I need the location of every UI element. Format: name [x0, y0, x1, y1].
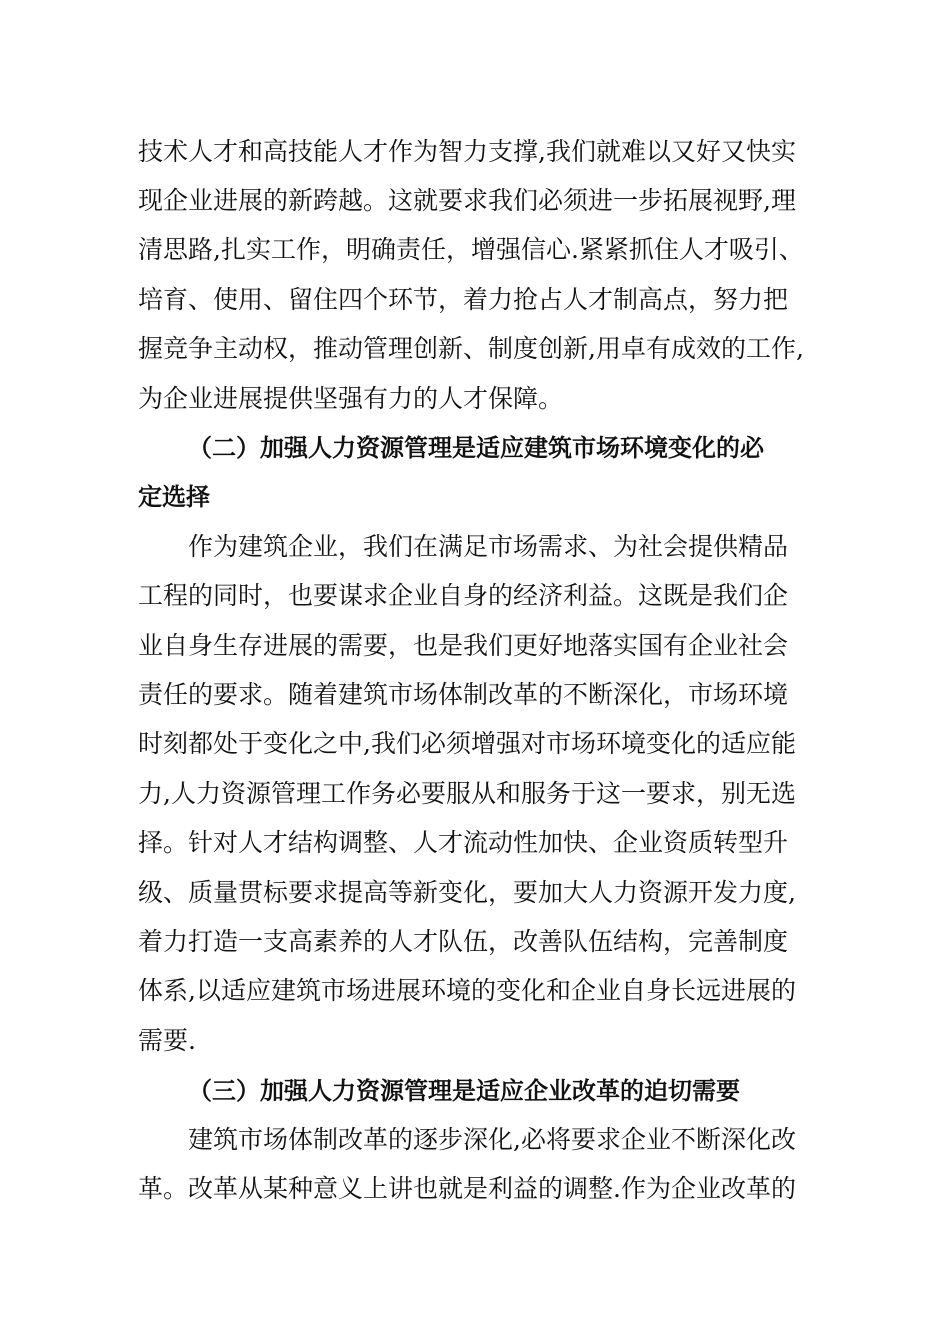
- paragraph-3-line-2: 革。改革从某种意义上讲也就是利益的调整.作为企业改革的: [138, 1174, 796, 1203]
- section-heading-2-line-1: （二）加强人力资源管理是适应建筑市场环境变化的必: [188, 434, 764, 462]
- paragraph-1-line-3: 清思路,扎实工作，明确责任，增强信心.紧紧抓住人才吸引、: [138, 235, 804, 264]
- section-heading-2-line-2: 定选择: [138, 483, 210, 511]
- paragraph-2-line-4: 责任的要求。随着建筑市场体制改革的不断深化，市场环境: [138, 680, 789, 709]
- paragraph-2-line-1: 作为建筑企业，我们在满足市场需求、为社会提供精品: [188, 532, 789, 561]
- paragraph-2-line-2: 工程的同时，也要谋求企业自身的经济利益。这既是我们企: [138, 581, 789, 610]
- paragraph-1-line-1: 技术人才和高技能人才作为智力支撑,我们就难以又好又快实: [138, 137, 796, 166]
- paragraph-2-line-3: 业自身生存进展的需要，也是我们更好地落实国有企业社会: [138, 631, 789, 660]
- paragraph-3-line-1: 建筑市场体制改革的逐步深化,必将要求企业不断深化改: [188, 1125, 796, 1154]
- section-heading-3: （三）加强人力资源管理是适应企业改革的迫切需要: [188, 1077, 740, 1105]
- paragraph-1-line-2: 现企业进展的新跨越。这就要求我们必须进一步拓展视野,理: [138, 186, 796, 215]
- paragraph-2-line-11: 需要.: [138, 1026, 196, 1055]
- paragraph-2-line-6: 力,人力资源管理工作务必要服从和服务于这一要求，别无选: [138, 779, 796, 808]
- paragraph-2-line-9: 着力打造一支高素养的人才队伍，改善队伍结构，完善制度: [138, 927, 789, 956]
- paragraph-1-line-6: 为企业进展提供坚强有力的人才保障。: [138, 384, 564, 413]
- paragraph-2-line-5: 时刻都处于变化之中,我们必须增强对市场环境变化的适应能: [138, 729, 796, 758]
- paragraph-2-line-10: 体系,以适应建筑市场进展环境的变化和企业自身长远进展的: [138, 976, 796, 1005]
- paragraph-2-line-8: 级、质量贯标要求提高等新变化，要加大人力资源开发力度,: [138, 878, 796, 907]
- paragraph-1-line-5: 握竞争主动权，推动管理创新、制度创新,用卓有成效的工作,: [138, 334, 804, 363]
- paragraph-2-line-7: 择。针对人才结构调整、人才流动性加快、企业资质转型升: [138, 828, 789, 857]
- paragraph-1-line-4: 培育、使用、留住四个环节，着力抢占人才制高点，努力把: [138, 285, 789, 314]
